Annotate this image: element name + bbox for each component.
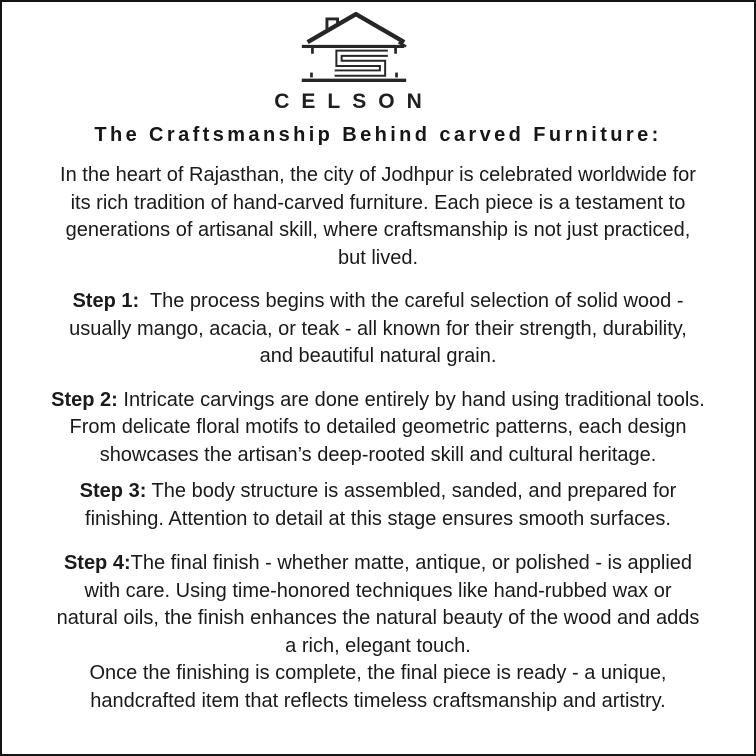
paragraph-step	[20, 288, 736, 371]
text-line: generations of artisanal skill, where craftsmanship is not just practiced,	[65, 219, 691, 241]
text-line: Intricate carvings are done entirely by hand using traditional tools.	[117, 388, 705, 411]
paragraph-step	[20, 478, 736, 533]
text-line: and beautiful natural grain.	[259, 345, 497, 367]
text-line: In the heart of Rajasthan, the city of Jodhpur is celebrated worldwide for	[60, 164, 696, 186]
text-line: The body structure is assembled, sanded, and prepared for	[146, 480, 677, 502]
text-line: but lived.	[337, 246, 419, 269]
text-line: finishing. Attention to detail at this stage ensures smooth surfaces.	[85, 507, 671, 530]
paragraph-step	[20, 550, 736, 660]
text-line: The final finish - whether matte, antique, or polished - is applied	[130, 552, 693, 574]
step-label: Step 3:	[79, 480, 147, 502]
text-line: The process begins with the careful selection of solid wood -	[139, 290, 684, 312]
page-title: The Craftsmanship Behind carved Furniture:	[94, 124, 662, 146]
brand-name: CELSON	[274, 90, 434, 113]
paragraph-step	[20, 387, 736, 470]
text-line: a rich, elegant touch.	[285, 634, 471, 657]
text-line: natural oils, the finish enhances the natural beauty of the wood and adds	[56, 607, 700, 629]
celson-house-logo-icon	[296, 8, 412, 84]
article-body	[2, 162, 754, 715]
text-line: From delicate floral motifs to detailed geometric patterns, each design	[69, 416, 687, 438]
paragraph	[20, 660, 736, 715]
text-line: showcases the artisan’s deep-rooted skill and cultural heritage.	[99, 443, 657, 466]
text-line: with care. Using time-honored techniques like hand-rubbed wax or	[84, 579, 672, 602]
brand-header	[0, 8, 730, 114]
text-line: usually mango, acacia, or teak - all known for their strength, durability,	[69, 317, 687, 340]
text-line: Once the finishing is complete, the final piece is ready - a unique,	[89, 662, 667, 684]
step-label: Step 4:	[63, 552, 131, 574]
step-label: Step 1:	[72, 290, 140, 312]
text-line: its rich tradition of hand-carved furniture. Each piece is a testament to	[70, 191, 686, 214]
step-label: Step 2:	[51, 388, 118, 411]
paragraph	[20, 162, 736, 272]
text-line: handcrafted item that reflects timeless craftsmanship and artistry.	[90, 689, 666, 712]
